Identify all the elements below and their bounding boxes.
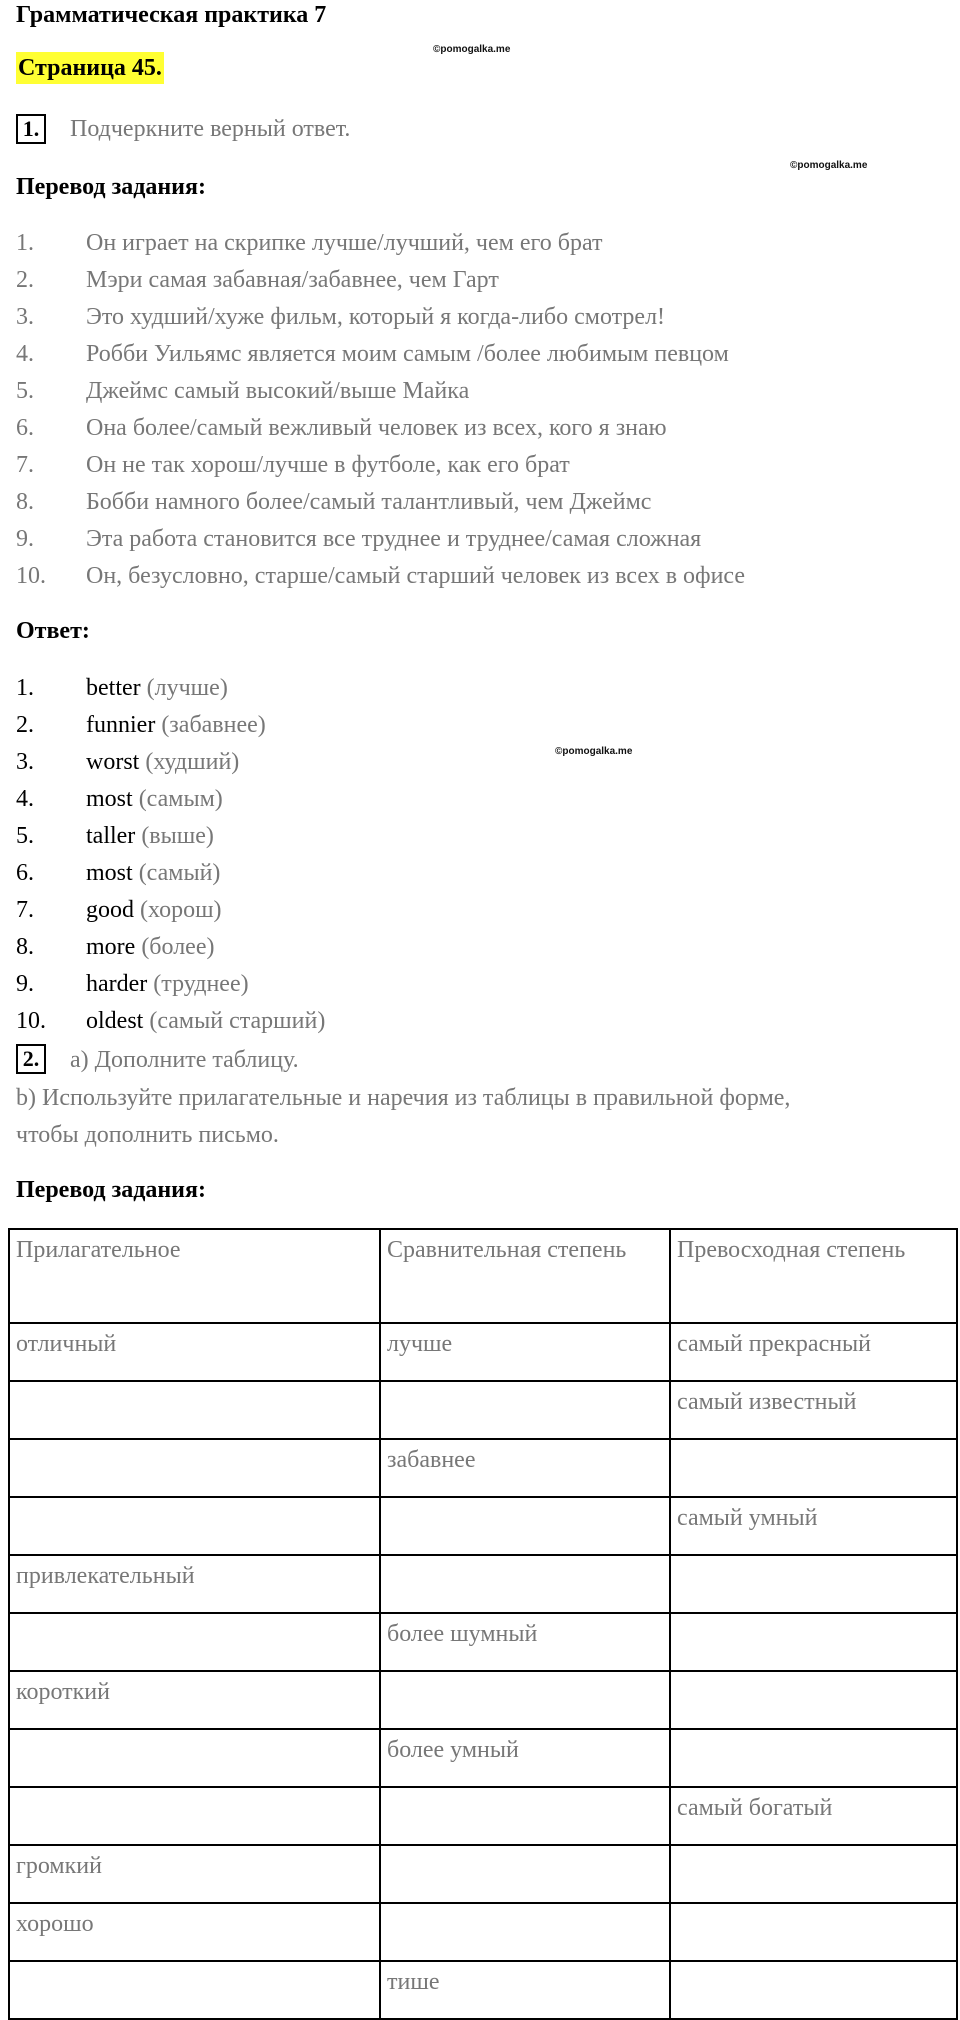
table-cell xyxy=(380,1671,670,1729)
table-cell xyxy=(380,1845,670,1903)
table-cell xyxy=(9,1729,380,1787)
table-row xyxy=(9,1671,957,1729)
table-cell: лучше xyxy=(380,1323,670,1381)
watermark: ©pomogalka.me xyxy=(433,44,511,55)
table-row xyxy=(9,1613,957,1671)
table-cell: хорошо xyxy=(9,1903,380,1961)
table-cell: более умный xyxy=(380,1729,670,1787)
table-cell: самый известный xyxy=(670,1381,957,1439)
table-cell xyxy=(9,1961,380,2019)
table-cell: тише xyxy=(380,1961,670,2019)
table-row xyxy=(9,1439,957,1497)
table-row xyxy=(9,1555,957,1613)
table-cell xyxy=(670,1845,957,1903)
translation-heading: Перевод задания: xyxy=(16,174,206,200)
task-number-box: 2. xyxy=(16,1044,46,1074)
table-cell: громкий xyxy=(9,1845,380,1903)
table-cell xyxy=(380,1903,670,1961)
page-title: Грамматическая практика 7 xyxy=(16,2,327,28)
comparison-table xyxy=(8,1228,958,2020)
table-row xyxy=(9,1787,957,1845)
task-instruction-b-cont: чтобы дополнить письмо. xyxy=(16,1122,279,1148)
table-cell: короткий xyxy=(9,1671,380,1729)
table-cell xyxy=(9,1439,380,1497)
table-cell xyxy=(670,1613,957,1671)
table-cell xyxy=(9,1381,380,1439)
column-header: Превосходная степень xyxy=(670,1229,957,1323)
watermark: ©pomogalka.me xyxy=(555,746,633,757)
table-cell xyxy=(9,1787,380,1845)
table-row xyxy=(9,1961,957,2019)
task-instruction-a: a) Дополните таблицу. xyxy=(70,1047,299,1073)
table-cell: более шумный xyxy=(380,1613,670,1671)
task-instruction-b: b) Используйте прилагательные и наречия из таблицы в правильной форме, xyxy=(16,1085,791,1111)
table-cell xyxy=(9,1613,380,1671)
table-cell: привлекательный xyxy=(9,1555,380,1613)
table-cell xyxy=(670,1729,957,1787)
table-header-row xyxy=(9,1229,957,1323)
table-cell xyxy=(670,1903,957,1961)
translation-heading: Перевод задания: xyxy=(16,1177,206,1203)
table-row xyxy=(9,1729,957,1787)
table-cell xyxy=(670,1555,957,1613)
table-cell xyxy=(670,1961,957,2019)
table-row xyxy=(9,1497,957,1555)
table-cell: отличный xyxy=(9,1323,380,1381)
table-row xyxy=(9,1845,957,1903)
table-cell: забавнее xyxy=(380,1439,670,1497)
table-cell xyxy=(9,1497,380,1555)
table-cell xyxy=(380,1787,670,1845)
task-number-box: 1. xyxy=(16,114,46,144)
table-cell: самый умный xyxy=(670,1497,957,1555)
watermark: ©pomogalka.me xyxy=(790,160,868,171)
table-row xyxy=(9,1903,957,1961)
table-cell xyxy=(670,1439,957,1497)
table-cell xyxy=(380,1555,670,1613)
table-cell xyxy=(380,1497,670,1555)
table-cell: самый прекрасный xyxy=(670,1323,957,1381)
column-header: Сравнительная степень xyxy=(380,1229,670,1323)
table-row xyxy=(9,1381,957,1439)
page-number-highlight: Страница 45. xyxy=(16,52,164,84)
answer-heading: Ответ: xyxy=(16,618,90,644)
table-cell: самый богатый xyxy=(670,1787,957,1845)
task-instruction: Подчеркните верный ответ. xyxy=(70,116,351,142)
table-row xyxy=(9,1323,957,1381)
column-header: Прилагательное xyxy=(9,1229,380,1323)
table-cell xyxy=(380,1381,670,1439)
table-cell xyxy=(670,1671,957,1729)
